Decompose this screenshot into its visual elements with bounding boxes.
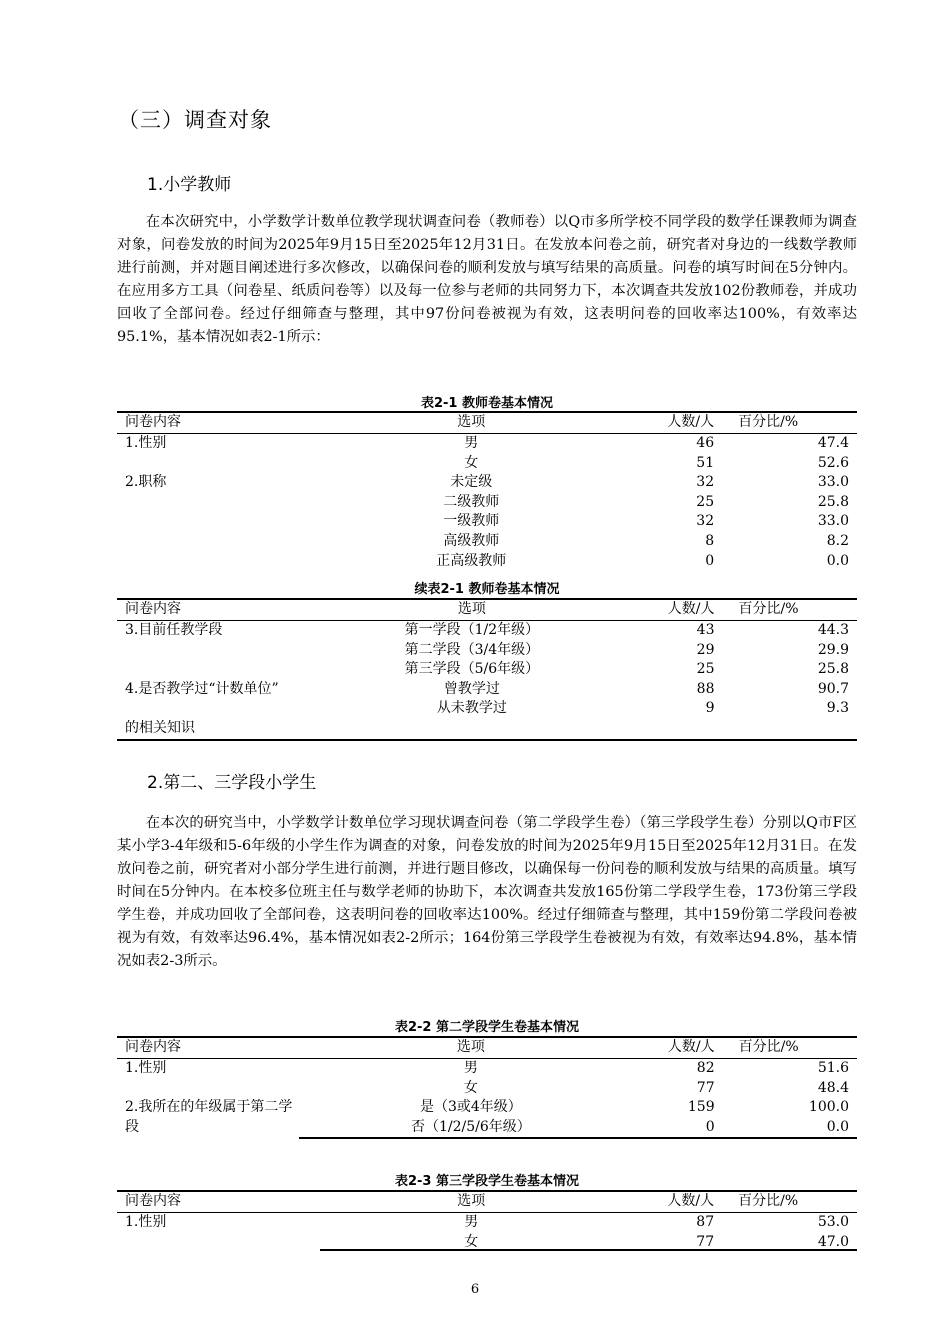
header-option: 选项 [300,599,643,621]
table-caption: 表2-2 第二学段学生卷基本情况 [394,1020,579,1035]
subsection-title-teachers: 1.小学教师 [147,175,232,195]
table-row [117,473,857,493]
cell-content [117,1233,300,1253]
cell-content: 的相关知识 [117,719,300,740]
cell-percent: 100.0 [808,1099,849,1116]
cell-percent: 53.0 [817,1214,849,1230]
cell-percent: 9.3 [826,700,849,717]
cell-content: 2.职称 [125,474,167,491]
cell-percent: 51.6 [817,1060,849,1076]
header-count: 人数/人 [643,412,714,434]
cell-option: 第一学段（1/2年级） [404,622,540,638]
table-row [117,1213,857,1233]
cell-content [117,699,300,719]
table-row [117,493,857,513]
cell-option: 未定级 [450,474,493,491]
table-caption: 表2-1 教师卷基本情况 [420,396,553,411]
cell-count: 43 [696,622,715,638]
paragraph-students: 在本次的研究当中，小学数学计数单位学习现状调查问卷（第二学段学生卷）（第三学段学生卷）分别以Q市F区某小学3-4年级和5-6年级的小学生作为调查的对象，问卷发放的时间为2025年9月15日至2025年12月31日。在发放问卷之前，研究者对小部分学生进行前测，并进行题目修改，以确保每一份问卷的顺利发放与结果的高质量。填写时间在5分钟内。在本校多位班主任与数学老师的协助下，本次调查共发放165份第二学段学生卷，173份第三学段学生卷，并成功回收了全部问卷，这表明问卷的回收率达100%。经过仔细筛查与整理，其中159份第二学段问卷被视为有效，有效率达96.4%，基本情况如表2-2所示；164份第三学段学生卷被视为有效，有效率达94.8%，基本情况如表2-3所示。 [117,815,857,969]
cell-percent: 33.0 [817,513,849,530]
cell-content: 2.我所在的年级属于第二学段 [125,1099,293,1135]
cell-option: 是（3或4年级） [419,1099,522,1116]
cell-content: 3.目前任教学段 [125,622,223,638]
table-row [117,660,857,680]
header-percent: 百分比/% [714,1191,857,1213]
table-row [117,532,857,552]
cell-count [644,719,715,740]
cell-count: 8 [705,532,715,549]
section-title: （三）调查对象 [118,108,272,132]
cell-option: 女 [464,1233,479,1250]
cell-content: 1.性别 [125,1060,167,1076]
cell-option: 男 [463,1060,478,1076]
cell-option: 正高级教师 [436,552,507,569]
table-row [117,680,857,700]
cell-percent: 0.0 [715,1118,857,1139]
cell-option: 否（1/2/5/6年级） [299,1118,644,1139]
cell-content [117,660,300,680]
cell-count: 29 [696,641,715,658]
table-second-stage-students [117,1036,857,1139]
cell-content [117,532,300,552]
cell-percent: 52.6 [817,454,849,471]
cell-count: 88 [696,680,715,697]
cell-percent: 90.7 [817,680,849,697]
cell-count: 77 [696,1079,715,1096]
cell-percent: 47.4 [817,435,849,451]
table-header-row [117,412,857,434]
table-row [117,512,857,532]
table-row [117,552,857,572]
header-count: 人数/人 [644,599,715,621]
cell-count: 0 [643,1118,714,1139]
cell-count: 46 [696,435,715,451]
cell-percent: 48.4 [817,1079,849,1096]
cell-content [117,512,300,532]
cell-option: 女 [464,454,479,471]
paragraph-teachers: 在本次研究中，小学数学计数单位教学现状调查问卷（教师卷）以Q市多所学校不同学段的数学任课教师为调查对象，问卷发放的时间为2025年9月15日至2025年12月31日。在发放本问卷之前，研究者对身边的一线数学教师进行前测，并对题目阐述进行多次修改，以确保问卷的顺利发放与填写结果的高质量。问卷的填写时间在5分钟内。在应用多方工具（问卷星、纸质问卷等）以及每一位参与老师的共同努力下，本次调查共发放102份教师卷，并成功回收了全部问卷。经过仔细筛查与整理，其中97份问卷被视为有效，这表明问卷的回收率达100%，有效率达95.1%，基本情况如表2-1所示： [117,214,857,345]
cell-option: 一级教师 [443,513,500,530]
cell-percent [714,719,857,740]
cell-count: 51 [696,454,715,471]
cell-content: 4.是否教学过“计数单位” [125,680,279,697]
cell-content: 1.性别 [125,435,167,451]
cell-count: 9 [705,700,715,717]
table-row [117,699,857,719]
cell-option: 女 [463,1079,478,1096]
cell-content [117,552,300,572]
table-header-row [117,599,857,621]
cell-percent: 8.2 [826,532,849,549]
table-row [117,1059,857,1079]
table-teacher-basic [117,411,857,571]
table-row [117,719,857,740]
table-header-row [117,1191,857,1213]
table-caption: 表2-3 第三学段学生卷基本情况 [394,1174,579,1189]
cell-count: 32 [696,474,715,491]
header-count: 人数/人 [643,1191,714,1213]
cell-percent: 29.9 [817,641,849,658]
cell-option: 二级教师 [443,493,500,510]
cell-option: 男 [464,435,479,451]
cell-content [117,454,300,474]
cell-percent: 0.0 [826,552,849,569]
table-third-stage-students [117,1190,857,1252]
table-teacher-basic-continued [117,598,857,741]
header-content: 问卷内容 [117,412,300,434]
table-row [117,641,857,661]
cell-percent: 44.3 [817,622,849,638]
table-bottom-rule [320,1249,857,1251]
header-percent: 百分比/% [714,412,857,434]
header-option: 选项 [300,1191,644,1213]
cell-percent: 47.0 [817,1233,849,1250]
table-row [117,1098,857,1118]
cell-option: 曾教学过 [443,680,500,697]
cell-count: 87 [696,1214,715,1230]
table-header-row [117,1037,857,1059]
cell-percent: 33.0 [817,474,849,491]
cell-option: 男 [464,1214,479,1230]
header-count: 人数/人 [643,1037,714,1059]
cell-content [117,493,300,513]
table-row [117,434,857,454]
cell-count: 25 [696,493,715,510]
cell-percent: 25.8 [817,661,849,678]
cell-count: 0 [705,552,715,569]
cell-option: 第二学段（3/4年级） [404,641,540,658]
subsection-title-students: 2.第二、三学段小学生 [147,773,317,793]
table-row [117,621,857,641]
header-percent: 百分比/% [714,599,857,621]
header-content: 问卷内容 [117,599,300,621]
cell-count: 159 [687,1099,715,1116]
page-number: 6 [470,1282,480,1297]
table-row [117,1079,857,1099]
cell-count: 82 [696,1060,715,1076]
header-content: 问卷内容 [117,1191,300,1213]
cell-content: 1.性别 [125,1214,167,1230]
cell-option: 从未教学过 [436,700,507,717]
header-content: 问卷内容 [117,1037,299,1059]
header-option: 选项 [300,412,644,434]
cell-percent: 25.8 [817,493,849,510]
cell-option: 第三学段（5/6年级） [404,661,540,678]
cell-count: 77 [696,1233,715,1250]
header-option: 选项 [299,1037,644,1059]
cell-option [300,719,643,740]
cell-content [117,641,300,661]
table-caption: 续表2-1 教师卷基本情况 [414,582,560,597]
cell-count: 25 [696,661,715,678]
cell-option: 高级教师 [443,532,500,549]
table-row [117,454,857,474]
cell-content [117,1079,299,1099]
header-percent: 百分比/% [715,1037,857,1059]
cell-count: 32 [696,513,715,530]
